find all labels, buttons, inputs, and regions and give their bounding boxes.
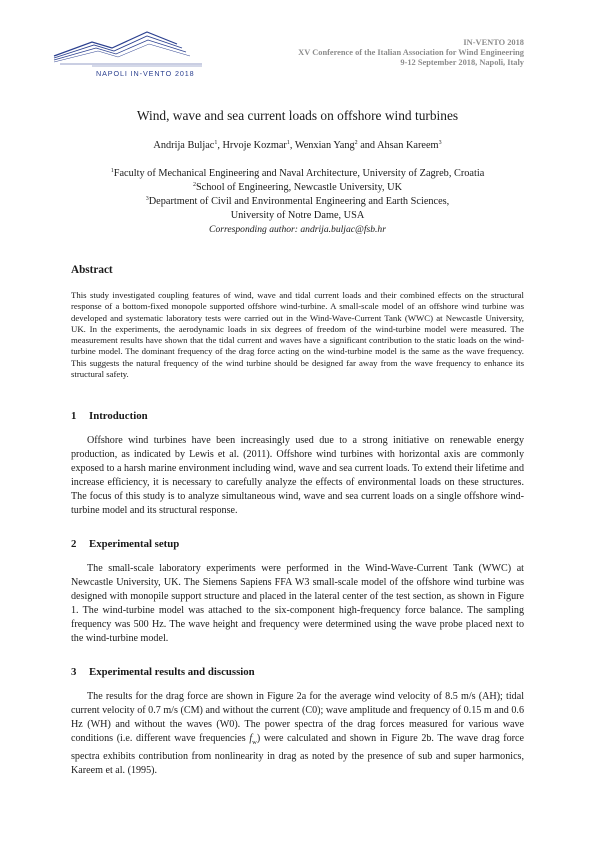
section-number: 1 <box>71 410 77 422</box>
author-separator: and <box>357 140 378 151</box>
section-heading-introduction <box>71 410 148 422</box>
results-paragraph <box>71 690 524 778</box>
corresponding-author-email[interactable]: Corresponding author: andrija.buljac@fsb.hr <box>209 224 386 235</box>
results-text-part: The results for the drag force are shown in Figure 2a for the average wind velocity of 8.5 m/s (AH); tidal current velocity of 0.7 m/s (CM) and without the current (C0); wave amplitude and frequency of 0.15 m and 0.6 Hz (WH) and without the waves (W0). The power spectra of the drag forces measured for various wave conditions (i.e. different wave frequencies <box>71 691 524 744</box>
wave-frequency-subscript: w <box>252 739 257 747</box>
author-name: Wenxian Yang <box>294 140 355 151</box>
author-name: Ahsan Kareem <box>377 140 439 151</box>
affiliation-line <box>0 181 595 195</box>
author-name: Hrvoje Kozmar <box>222 140 287 151</box>
affiliation-line <box>0 167 595 181</box>
affiliation-text: Faculty of Mechanical Engineering and Naval Architecture, University of Zagreb, Croatia <box>113 168 485 179</box>
conference-full-title: XV Conference of the Italian Association for Wind Engineering <box>298 48 524 57</box>
wave-frequency-symbol: f <box>249 733 253 744</box>
author-separator: , <box>289 140 295 151</box>
author-affiliation-mark: 2 <box>354 140 358 146</box>
conference-dates: 9-12 September 2018, Napoli, Italy <box>400 58 524 67</box>
section-title: Introduction <box>89 410 148 422</box>
logo-wave-graphic <box>52 24 212 72</box>
affiliation-number: 2 <box>192 182 196 188</box>
author-separator: , <box>217 140 223 151</box>
results-text-part: ) were calculated and shown in Figure 2b. The wave drag force spectra exhibits contribution from nonlinearity in drag as noted by the presence of sub and super harmonics, Kareem et al. (1995). <box>71 733 524 777</box>
affiliation-text: Department of Civil and Environmental Engineering and Earth Sciences, <box>148 196 450 207</box>
author-affiliation-mark: 3 <box>438 140 442 146</box>
author-list <box>0 140 595 151</box>
author-affiliation-mark: 1 <box>214 140 218 146</box>
affiliation-text: University of Notre Dame, USA <box>230 210 365 221</box>
conference-header <box>298 38 524 68</box>
introduction-paragraph: Offshore wind turbines have been increasingly used due to a strong initiative on renewable energy production, as indicated by Lewis et al. (2011). Offshore wind turbines with horizontal axis are commonly exposed to a harsh marine environment including wind, wave and sea current loads. To extend their lifetime and increase efficiency, it is necessary to carefully analyze the effects of environmental loads on these structures. The focus of this study is to analyze simultaneous wind, wave and sea current loads on a single offshore wind-turbine model and its structural response. <box>71 435 524 516</box>
author-name: Andrija Buljac <box>153 140 215 151</box>
affiliation-line <box>0 195 595 209</box>
affiliations <box>0 167 595 237</box>
affiliation-line <box>0 209 595 223</box>
section-number: 2 <box>71 538 77 550</box>
conference-name: IN-VENTO 2018 <box>463 38 524 47</box>
section-title: Experimental setup <box>89 538 180 550</box>
abstract-text: This study investigated coupling features of wind, wave and tidal current loads and their combined effects on the structural response of a bottom-fixed monopole supported offshore wind-turbine. A small-scale model of an offshore wind turbine was developed and systematic laboratory tests were carried out in the Wind-Wave-Current Tank (WWC) at Newcastle University, UK. In the experiments, the aerodynamic loads in six degrees of freedom of the wind-turbine model were measured. The measurement results have shown that the tidal current and waves have a significant contribution to the static loads on the wind-turbine model. The dominant frequency of the drag force acting on the wind-turbine model is the same as the wave frequency. This suggests the natural frequency of the wind turbine should be designed far away from the wave frequency to enhance its structural safety. <box>71 290 524 380</box>
affiliation-number: 3 <box>145 196 149 202</box>
section-number: 3 <box>71 666 77 678</box>
experimental-setup-paragraph: The small-scale laboratory experiments were performed in the Wind-Wave-Current Tank (WWC) at Newcastle University, UK. The Siemens Sapiens FFA W3 small-scale model of the offshore wind turbine was designed with monopile support structure and placed in the lateral center of the test section, as shown in Figure 1. The wind-turbine model was attached to the six-component high-frequency force balance. The sampling frequency was 500 Hz. The wave height and frequency were determined using the wave probe placed next to the wind-turbine model. <box>71 563 524 644</box>
section-title: Experimental results and discussion <box>89 666 255 678</box>
abstract-heading: Abstract <box>71 264 113 276</box>
conference-logo <box>52 24 212 84</box>
affiliation-number: 1 <box>110 168 114 174</box>
author-affiliation-mark: 1 <box>286 140 290 146</box>
paper-title: Wind, wave and sea current loads on offshore wind turbines <box>136 108 459 123</box>
section-heading-experimental-setup <box>71 538 179 550</box>
logo-text: NAPOLI IN-VENTO 2018 <box>96 69 195 78</box>
affiliation-text: School of Engineering, Newcastle University, UK <box>195 182 403 193</box>
section-heading-results <box>71 666 255 678</box>
